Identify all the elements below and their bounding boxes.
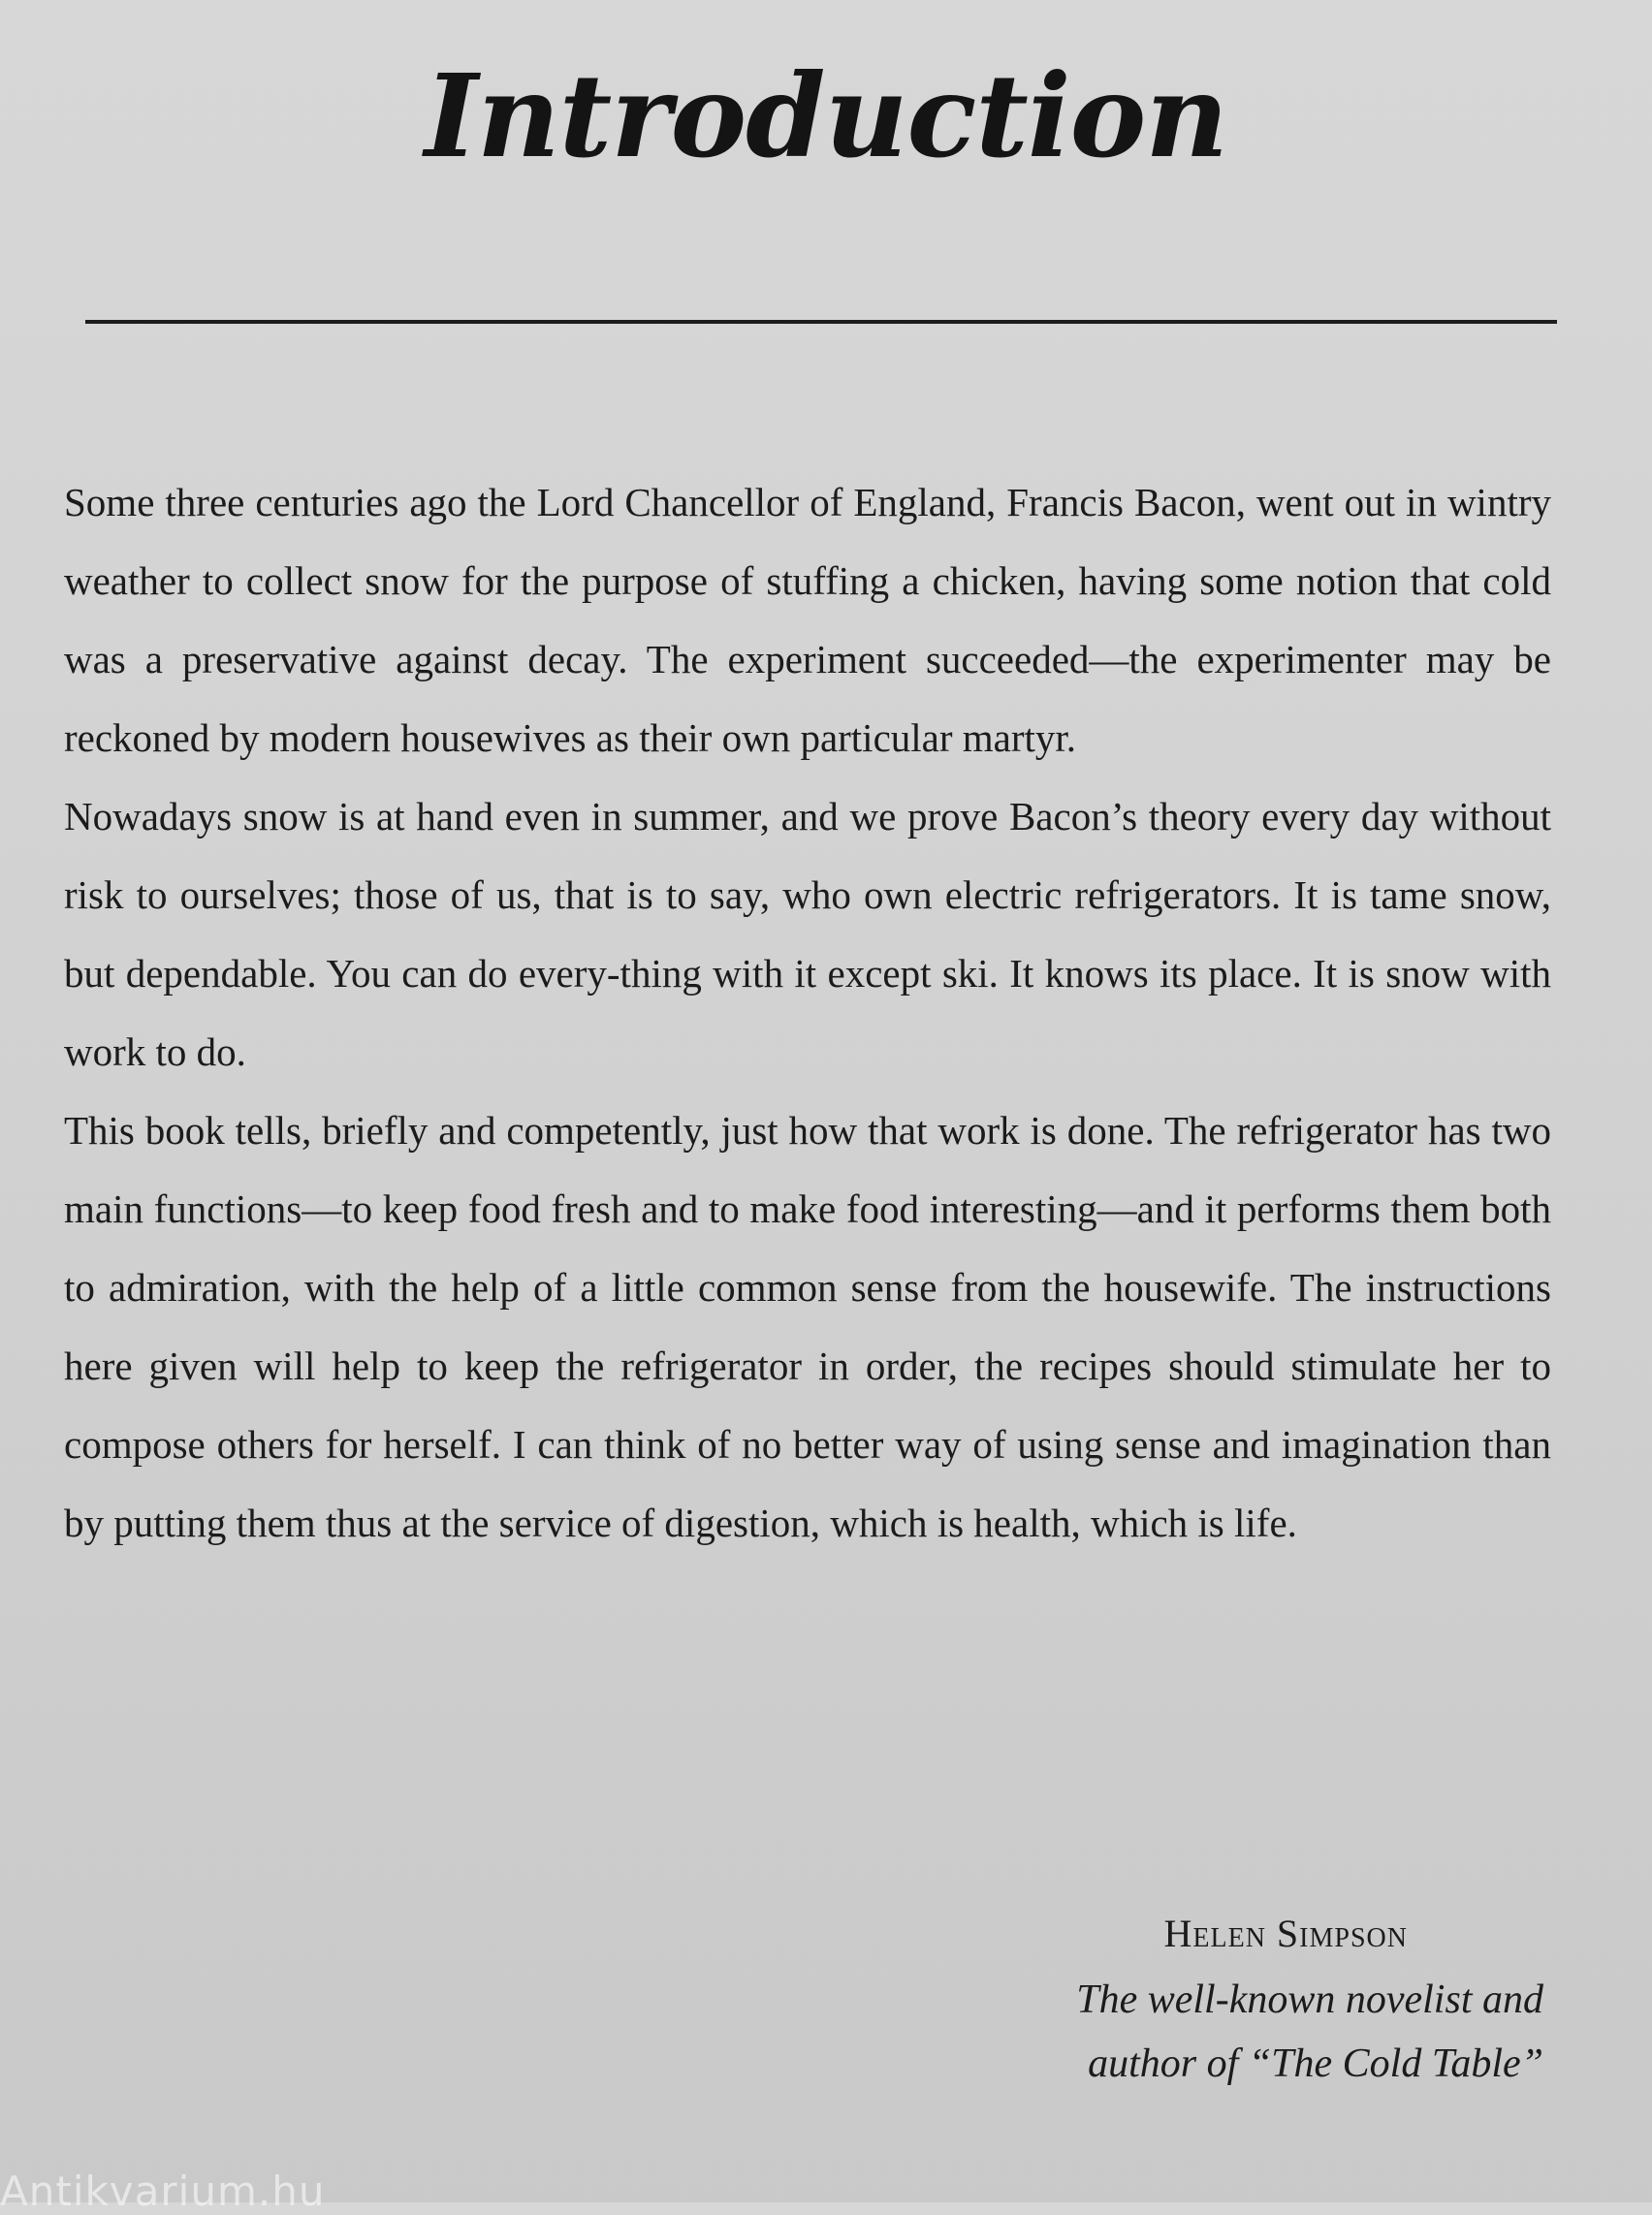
body-text [64, 463, 1551, 1563]
signature-block [1076, 1900, 1543, 2096]
author-description-line-2: author of “The Cold Table” [1088, 2041, 1543, 2086]
paragraph-3: This book tells, briefly and competently, just how that work is done. The refrigerator has two main functions—to keep food fresh and to make food interesting—and it performs them both to admiration, with the help of a little common sense from the housewife. The instructions here given will help to keep the refrigerator in order, the recipes should stimulate her to compose others for herself. I can think of no better way of using sense and imagination than by putting them thus at the service of digestion, which is health, which is life. [64, 1108, 1551, 1545]
author-description-line-1: The well-known novelist and [1076, 1978, 1543, 2022]
title-divider [85, 320, 1557, 324]
paragraph-2: Nowadays snow is at hand even in summer, and we prove Bacon’s theory every day without risk to ourselves; those of us, that is to say, who own electric refrigerators. It is tame snow, but dependable. You can do every-thing with it except ski. It knows its place. It is snow with work to do. [64, 794, 1551, 1074]
page-title: Introduction [424, 48, 1228, 183]
paragraph-1: Some three centuries ago the Lord Chancellor of England, Francis Bacon, went out in wintry weather to collect snow for the purpose of stuffing a chicken, having some notion that cold was a preservative against decay. The experiment succeeded—the experimenter may be reckoned by modern housewives as their own particular martyr. [64, 480, 1551, 760]
watermark: Antikvarium.hu [0, 2168, 326, 2215]
author-name: Helen Simpson [1163, 1912, 1408, 1955]
